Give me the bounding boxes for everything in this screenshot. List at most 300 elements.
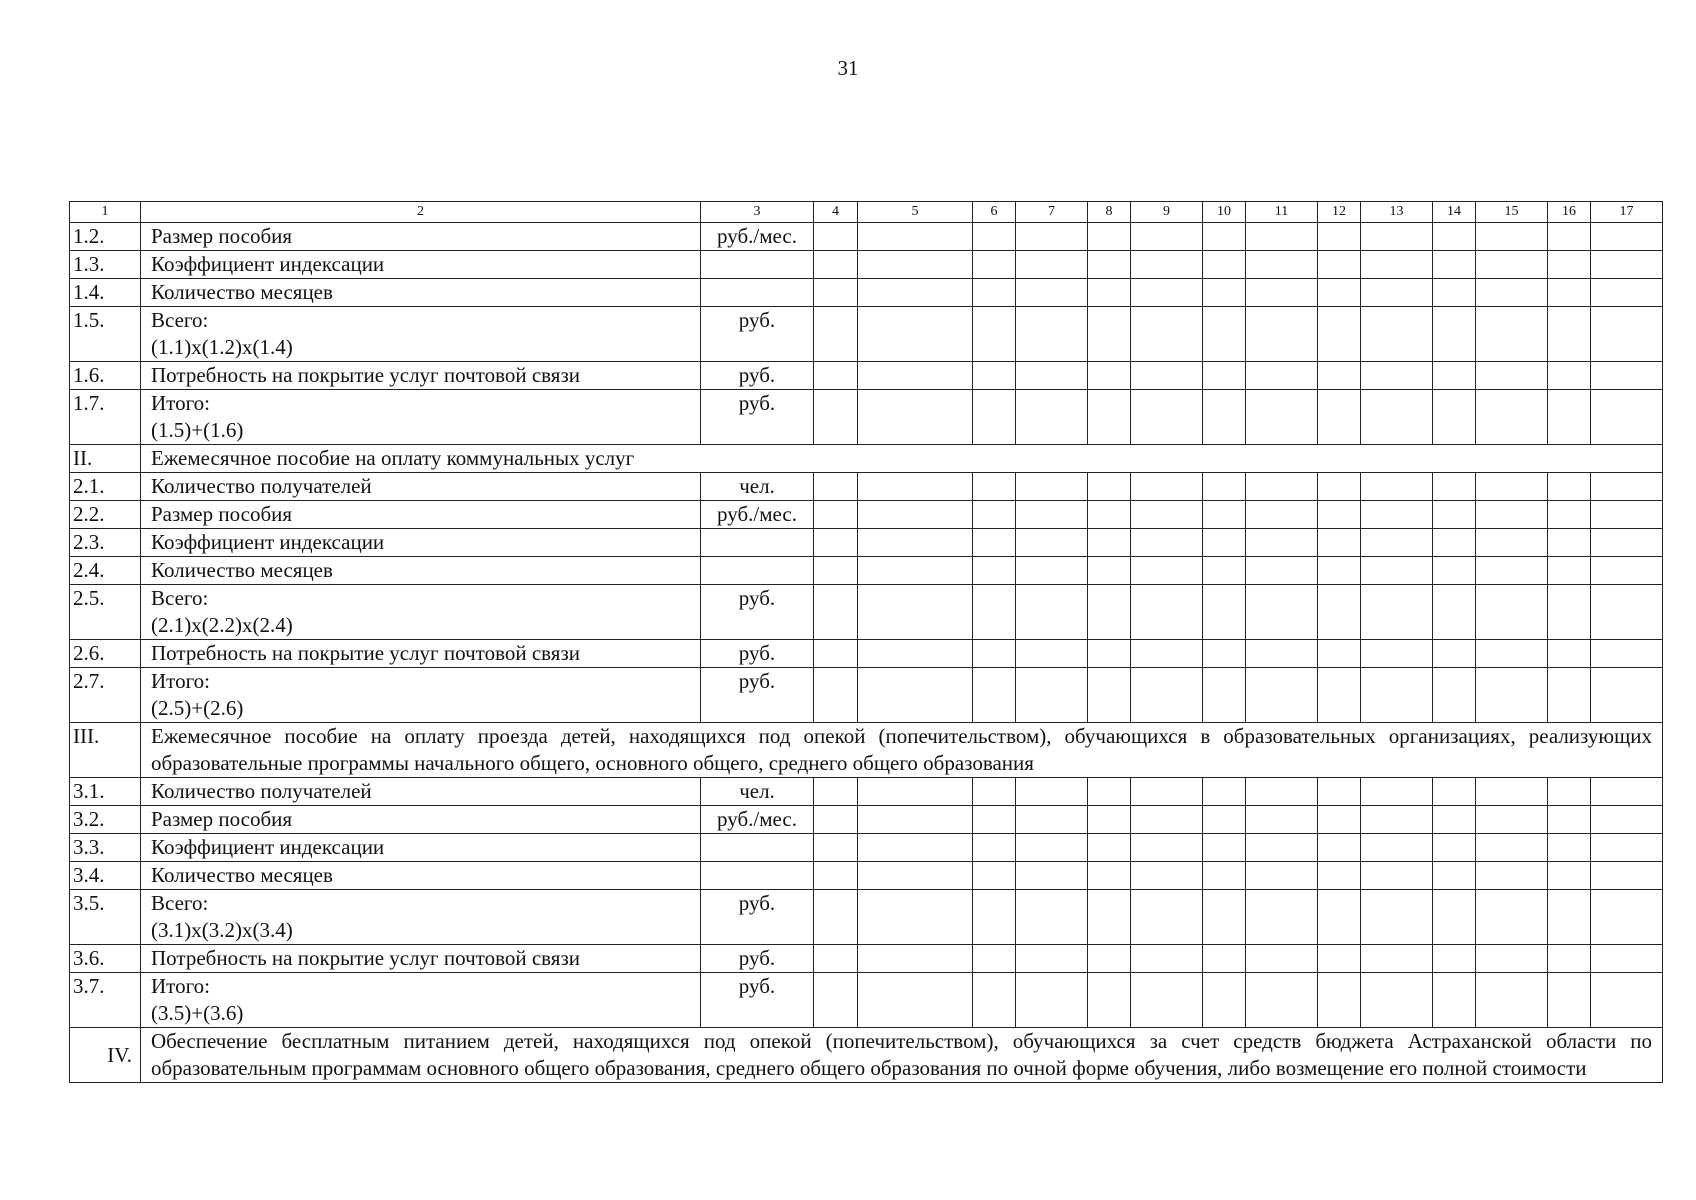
- value-cell: [1131, 390, 1203, 445]
- row-number: 3.7.: [70, 973, 141, 1028]
- value-cell: [973, 585, 1016, 640]
- unit-cell: [701, 834, 814, 862]
- column-number-cell: 4: [814, 202, 858, 223]
- unit-cell: руб.: [701, 640, 814, 668]
- value-cell: [1016, 390, 1088, 445]
- unit-cell: руб.: [701, 890, 814, 945]
- value-cell: [1131, 890, 1203, 945]
- report-table: [69, 201, 1663, 1083]
- row-number: 1.3.: [70, 251, 141, 279]
- value-cell: [814, 557, 858, 585]
- value-cell: [1433, 973, 1476, 1028]
- value-cell: [1246, 945, 1318, 973]
- row-number: 1.6.: [70, 362, 141, 390]
- unit-cell: руб./мес.: [701, 223, 814, 251]
- unit-cell: руб.: [701, 362, 814, 390]
- section-title: Обеспечение бесплатным питанием детей, находящихся под опекой (попечительством), обучающихся за счет средств бюджета Астраханской области по образовательным программам основного общего образования, среднего общего образования по очной форме обучения, либо возмещение его полной стоимости: [141, 1028, 1663, 1083]
- table-row: [70, 806, 1663, 834]
- row-label: [141, 806, 701, 834]
- value-cell: [1016, 890, 1088, 945]
- value-cell: [1361, 668, 1433, 723]
- value-cell: [1548, 501, 1591, 529]
- value-cell: [1361, 945, 1433, 973]
- value-cell: [858, 473, 973, 501]
- row-label: [141, 640, 701, 668]
- value-cell: [858, 251, 973, 279]
- value-cell: [1016, 307, 1088, 362]
- value-cell: [1433, 307, 1476, 362]
- unit-cell: [701, 251, 814, 279]
- row-number: 3.1.: [70, 778, 141, 806]
- value-cell: [1246, 862, 1318, 890]
- value-cell: [1203, 973, 1246, 1028]
- value-cell: [1088, 945, 1131, 973]
- value-cell: [973, 557, 1016, 585]
- column-number-cell: 8: [1088, 202, 1131, 223]
- value-cell: [1433, 251, 1476, 279]
- unit-cell: руб./мес.: [701, 501, 814, 529]
- row-label-line: Потребность на покрытие услуг почтовой связи: [151, 946, 580, 970]
- row-number: 2.7.: [70, 668, 141, 723]
- value-cell: [1433, 501, 1476, 529]
- value-cell: [973, 251, 1016, 279]
- table-row: [70, 223, 1663, 251]
- value-cell: [1318, 307, 1361, 362]
- table-row: [70, 890, 1663, 945]
- value-cell: [1318, 390, 1361, 445]
- unit-cell: руб.: [701, 945, 814, 973]
- unit-cell: руб.: [701, 307, 814, 362]
- table-row: [70, 585, 1663, 640]
- value-cell: [973, 279, 1016, 307]
- value-cell: [858, 945, 973, 973]
- row-label: [141, 251, 701, 279]
- column-number-row: [70, 202, 1663, 223]
- value-cell: [1088, 778, 1131, 806]
- value-cell: [1591, 557, 1663, 585]
- column-number-cell: 12: [1318, 202, 1361, 223]
- section-row: [70, 445, 1663, 473]
- value-cell: [1591, 778, 1663, 806]
- row-label: [141, 557, 701, 585]
- value-cell: [858, 834, 973, 862]
- value-cell: [1548, 834, 1591, 862]
- value-cell: [1203, 251, 1246, 279]
- value-cell: [1318, 529, 1361, 557]
- value-cell: [1203, 473, 1246, 501]
- table-row: [70, 473, 1663, 501]
- value-cell: [1131, 585, 1203, 640]
- value-cell: [1361, 557, 1433, 585]
- value-cell: [1591, 834, 1663, 862]
- column-number-cell: 11: [1246, 202, 1318, 223]
- row-number: 1.2.: [70, 223, 141, 251]
- column-number-cell: 1: [70, 202, 141, 223]
- value-cell: [1088, 390, 1131, 445]
- value-cell: [973, 834, 1016, 862]
- value-cell: [858, 362, 973, 390]
- value-cell: [1131, 945, 1203, 973]
- value-cell: [1016, 501, 1088, 529]
- value-cell: [1203, 585, 1246, 640]
- row-number: 2.1.: [70, 473, 141, 501]
- value-cell: [1016, 806, 1088, 834]
- value-cell: [1433, 279, 1476, 307]
- row-label: [141, 307, 701, 362]
- section-row: [70, 723, 1663, 778]
- column-number-cell: 7: [1016, 202, 1088, 223]
- row-label: [141, 945, 701, 973]
- value-cell: [1246, 307, 1318, 362]
- row-label-line: Количество месяцев: [151, 280, 333, 304]
- value-cell: [973, 778, 1016, 806]
- value-cell: [1016, 640, 1088, 668]
- value-cell: [1591, 501, 1663, 529]
- value-cell: [1016, 223, 1088, 251]
- value-cell: [814, 834, 858, 862]
- value-cell: [1318, 945, 1361, 973]
- value-cell: [1433, 557, 1476, 585]
- value-cell: [1548, 251, 1591, 279]
- value-cell: [1548, 806, 1591, 834]
- row-number: 2.6.: [70, 640, 141, 668]
- row-label-line: Итого:: [151, 391, 210, 415]
- value-cell: [1246, 473, 1318, 501]
- value-cell: [1016, 945, 1088, 973]
- value-cell: [1433, 806, 1476, 834]
- row-label-line: Размер пособия: [151, 502, 293, 526]
- value-cell: [1131, 529, 1203, 557]
- row-label-line: (2.1)x(2.2)x(2.4): [151, 613, 293, 637]
- value-cell: [1203, 223, 1246, 251]
- value-cell: [1591, 806, 1663, 834]
- unit-cell: руб./мес.: [701, 806, 814, 834]
- value-cell: [1591, 251, 1663, 279]
- value-cell: [1433, 640, 1476, 668]
- value-cell: [1476, 390, 1548, 445]
- row-label: [141, 973, 701, 1028]
- row-label-line: Всего:: [151, 586, 209, 610]
- value-cell: [1088, 501, 1131, 529]
- row-label-line: (3.5)+(3.6): [151, 1001, 244, 1025]
- value-cell: [1246, 251, 1318, 279]
- row-label-line: Всего:: [151, 308, 209, 332]
- value-cell: [1548, 640, 1591, 668]
- value-cell: [1246, 501, 1318, 529]
- value-cell: [814, 585, 858, 640]
- value-cell: [1131, 307, 1203, 362]
- column-number-cell: 9: [1131, 202, 1203, 223]
- value-cell: [1318, 362, 1361, 390]
- table-row: [70, 778, 1663, 806]
- column-number-cell: 16: [1548, 202, 1591, 223]
- value-cell: [1548, 473, 1591, 501]
- value-cell: [1361, 501, 1433, 529]
- value-cell: [858, 279, 973, 307]
- value-cell: [1476, 473, 1548, 501]
- value-cell: [1203, 862, 1246, 890]
- row-label-line: Итого:: [151, 669, 210, 693]
- value-cell: [1016, 668, 1088, 723]
- table-row: [70, 251, 1663, 279]
- column-number-cell: 15: [1476, 202, 1548, 223]
- value-cell: [1548, 557, 1591, 585]
- value-cell: [1203, 668, 1246, 723]
- column-number-cell: 14: [1433, 202, 1476, 223]
- value-cell: [1318, 501, 1361, 529]
- value-cell: [973, 668, 1016, 723]
- value-cell: [1203, 640, 1246, 668]
- row-label-line: Коэффициент индексации: [151, 252, 385, 276]
- value-cell: [1318, 585, 1361, 640]
- value-cell: [1088, 529, 1131, 557]
- value-cell: [1361, 529, 1433, 557]
- value-cell: [1088, 362, 1131, 390]
- value-cell: [814, 890, 858, 945]
- table-row: [70, 668, 1663, 723]
- unit-cell: руб.: [701, 668, 814, 723]
- row-label-line: Количество получателей: [151, 474, 372, 498]
- row-number: 2.4.: [70, 557, 141, 585]
- value-cell: [1131, 362, 1203, 390]
- value-cell: [1246, 362, 1318, 390]
- value-cell: [1131, 473, 1203, 501]
- value-cell: [1476, 251, 1548, 279]
- value-cell: [973, 945, 1016, 973]
- row-label: [141, 585, 701, 640]
- value-cell: [1476, 806, 1548, 834]
- value-cell: [814, 862, 858, 890]
- value-cell: [1476, 585, 1548, 640]
- value-cell: [1088, 307, 1131, 362]
- value-cell: [1361, 390, 1433, 445]
- value-cell: [1131, 640, 1203, 668]
- column-number-cell: 6: [973, 202, 1016, 223]
- value-cell: [858, 973, 973, 1028]
- value-cell: [1476, 529, 1548, 557]
- value-cell: [1318, 806, 1361, 834]
- row-number: 2.2.: [70, 501, 141, 529]
- value-cell: [1016, 279, 1088, 307]
- table-body: [70, 202, 1663, 1083]
- row-label: [141, 529, 701, 557]
- row-label-line: (2.5)+(2.6): [151, 696, 244, 720]
- value-cell: [1591, 529, 1663, 557]
- value-cell: [1433, 585, 1476, 640]
- unit-cell: [701, 557, 814, 585]
- row-number: 2.5.: [70, 585, 141, 640]
- value-cell: [1476, 945, 1548, 973]
- value-cell: [1361, 806, 1433, 834]
- value-cell: [1203, 362, 1246, 390]
- value-cell: [814, 529, 858, 557]
- table-row: [70, 862, 1663, 890]
- value-cell: [973, 390, 1016, 445]
- table-row: [70, 529, 1663, 557]
- value-cell: [1088, 585, 1131, 640]
- value-cell: [1203, 307, 1246, 362]
- table-row: [70, 557, 1663, 585]
- value-cell: [1591, 945, 1663, 973]
- value-cell: [1433, 834, 1476, 862]
- value-cell: [1131, 806, 1203, 834]
- value-cell: [814, 945, 858, 973]
- value-cell: [1131, 862, 1203, 890]
- value-cell: [1548, 778, 1591, 806]
- row-label-line: (1.5)+(1.6): [151, 418, 244, 442]
- value-cell: [1591, 390, 1663, 445]
- value-cell: [1548, 973, 1591, 1028]
- value-cell: [973, 890, 1016, 945]
- value-cell: [973, 862, 1016, 890]
- value-cell: [1361, 307, 1433, 362]
- value-cell: [1361, 362, 1433, 390]
- value-cell: [1591, 585, 1663, 640]
- section-row: [70, 1028, 1663, 1083]
- value-cell: [1433, 473, 1476, 501]
- value-cell: [1246, 585, 1318, 640]
- row-label: [141, 473, 701, 501]
- value-cell: [1476, 307, 1548, 362]
- value-cell: [1591, 668, 1663, 723]
- value-cell: [1433, 945, 1476, 973]
- row-label: [141, 390, 701, 445]
- value-cell: [1318, 668, 1361, 723]
- value-cell: [1433, 668, 1476, 723]
- value-cell: [1361, 834, 1433, 862]
- value-cell: [1548, 362, 1591, 390]
- value-cell: [1476, 362, 1548, 390]
- value-cell: [1476, 279, 1548, 307]
- value-cell: [1246, 890, 1318, 945]
- row-label: [141, 862, 701, 890]
- value-cell: [1246, 834, 1318, 862]
- value-cell: [1016, 973, 1088, 1028]
- value-cell: [814, 362, 858, 390]
- value-cell: [1016, 834, 1088, 862]
- value-cell: [1203, 279, 1246, 307]
- table-row: [70, 973, 1663, 1028]
- value-cell: [1476, 862, 1548, 890]
- value-cell: [973, 223, 1016, 251]
- value-cell: [973, 307, 1016, 362]
- value-cell: [973, 806, 1016, 834]
- row-number: 3.4.: [70, 862, 141, 890]
- value-cell: [858, 585, 973, 640]
- row-label: [141, 223, 701, 251]
- value-cell: [1433, 778, 1476, 806]
- value-cell: [1476, 834, 1548, 862]
- value-cell: [1088, 279, 1131, 307]
- value-cell: [1361, 640, 1433, 668]
- row-number: 1.5.: [70, 307, 141, 362]
- unit-cell: [701, 529, 814, 557]
- row-label-line: Всего:: [151, 891, 209, 915]
- value-cell: [858, 529, 973, 557]
- value-cell: [1016, 473, 1088, 501]
- value-cell: [814, 778, 858, 806]
- value-cell: [1361, 223, 1433, 251]
- value-cell: [858, 778, 973, 806]
- table-row: [70, 501, 1663, 529]
- value-cell: [814, 640, 858, 668]
- value-cell: [1433, 529, 1476, 557]
- value-cell: [973, 529, 1016, 557]
- value-cell: [1433, 862, 1476, 890]
- value-cell: [858, 890, 973, 945]
- value-cell: [814, 251, 858, 279]
- value-cell: [1203, 834, 1246, 862]
- unit-cell: руб.: [701, 390, 814, 445]
- column-number-cell: 3: [701, 202, 814, 223]
- section-title: Ежемесячное пособие на оплату проезда детей, находящихся под опекой (попечительством), обучающихся в образовательных организациях, реализующих образовательные программы начального общего, основного общего, среднего общего образования: [141, 723, 1663, 778]
- row-label: [141, 668, 701, 723]
- value-cell: [1361, 778, 1433, 806]
- row-label-line: Коэффициент индексации: [151, 530, 385, 554]
- value-cell: [858, 501, 973, 529]
- value-cell: [814, 223, 858, 251]
- value-cell: [1318, 973, 1361, 1028]
- unit-cell: [701, 279, 814, 307]
- value-cell: [1433, 362, 1476, 390]
- row-label-line: Размер пособия: [151, 807, 293, 831]
- value-cell: [1131, 251, 1203, 279]
- unit-cell: руб.: [701, 585, 814, 640]
- value-cell: [1016, 778, 1088, 806]
- value-cell: [1318, 640, 1361, 668]
- value-cell: [1088, 668, 1131, 723]
- value-cell: [1476, 973, 1548, 1028]
- row-label: [141, 778, 701, 806]
- value-cell: [1476, 557, 1548, 585]
- table-row: [70, 307, 1663, 362]
- table-row: [70, 945, 1663, 973]
- column-number-cell: 17: [1591, 202, 1663, 223]
- value-cell: [973, 640, 1016, 668]
- value-cell: [973, 973, 1016, 1028]
- value-cell: [814, 473, 858, 501]
- value-cell: [1476, 668, 1548, 723]
- row-number: 3.6.: [70, 945, 141, 973]
- value-cell: [1591, 862, 1663, 890]
- value-cell: [1548, 279, 1591, 307]
- value-cell: [1476, 890, 1548, 945]
- row-label-line: Потребность на покрытие услуг почтовой связи: [151, 363, 580, 387]
- value-cell: [1361, 251, 1433, 279]
- value-cell: [1088, 473, 1131, 501]
- table-row: [70, 640, 1663, 668]
- value-cell: [1318, 473, 1361, 501]
- value-cell: [1246, 778, 1318, 806]
- value-cell: [1246, 557, 1318, 585]
- row-number: 3.2.: [70, 806, 141, 834]
- row-number: 2.3.: [70, 529, 141, 557]
- value-cell: [1246, 806, 1318, 834]
- value-cell: [1131, 279, 1203, 307]
- section-number: III.: [70, 723, 141, 778]
- value-cell: [1591, 973, 1663, 1028]
- value-cell: [1246, 973, 1318, 1028]
- row-label-line: Потребность на покрытие услуг почтовой связи: [151, 641, 580, 665]
- value-cell: [814, 390, 858, 445]
- value-cell: [814, 668, 858, 723]
- value-cell: [1433, 223, 1476, 251]
- row-label-line: (1.1)x(1.2)x(1.4): [151, 335, 293, 359]
- value-cell: [1318, 834, 1361, 862]
- value-cell: [1318, 223, 1361, 251]
- value-cell: [1131, 501, 1203, 529]
- row-number: 3.5.: [70, 890, 141, 945]
